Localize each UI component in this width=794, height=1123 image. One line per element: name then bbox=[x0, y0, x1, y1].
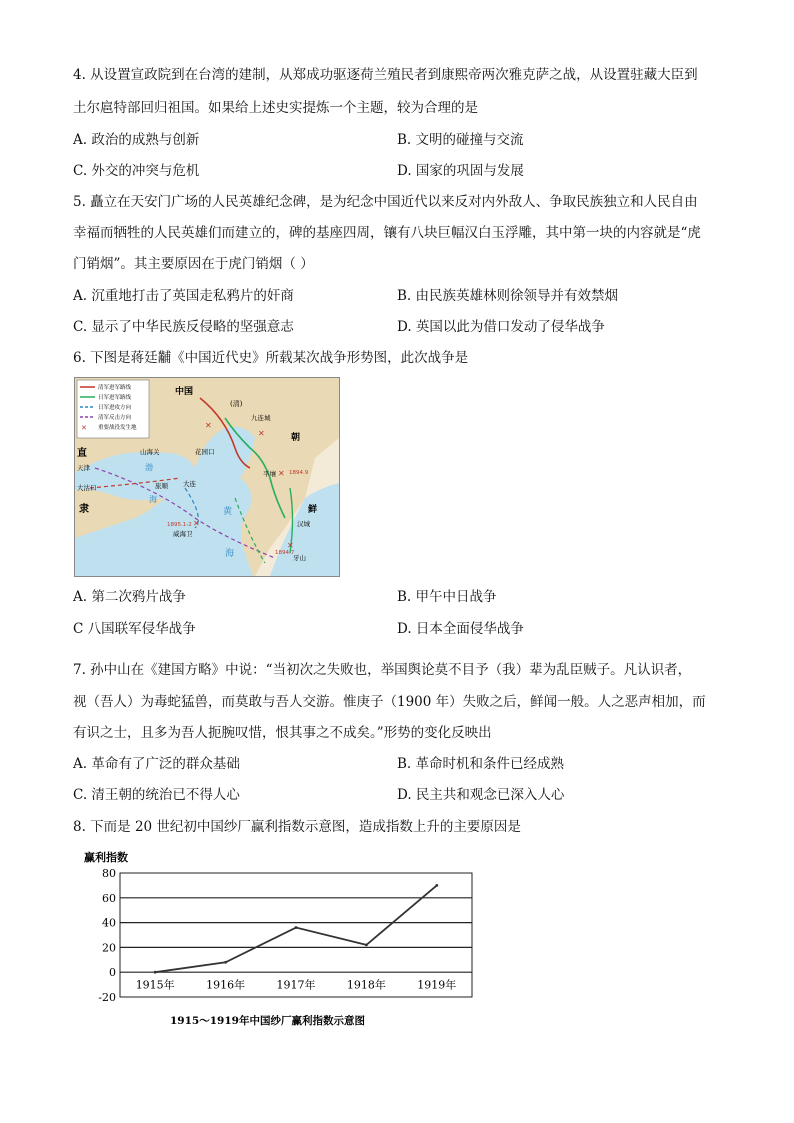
q6-option-a: A. 第二次鸦片战争 bbox=[73, 589, 186, 605]
chart-data-point bbox=[295, 926, 298, 929]
q5-option-d: D. 英国以此为借口发动了侵华战争 bbox=[397, 319, 605, 335]
map-label-chao: 朝 bbox=[291, 433, 301, 443]
q6-option-b: B. 甲午中日战争 bbox=[397, 589, 497, 605]
map-label-weihaiwei: 威海卫 bbox=[173, 530, 193, 538]
chart-xtick-label: 1916年 bbox=[206, 978, 246, 992]
q7-stem-line2: 视（吾人）为毒蛇猛兽，而莫敢与吾人交游。惟庚子（1900 年）失败之后，鲜闻一般。人之恶声相加，而 bbox=[73, 694, 706, 710]
chart-data-point bbox=[154, 971, 157, 974]
war-situation-map bbox=[74, 377, 340, 577]
chart-ylabel: 赢利指数 bbox=[84, 851, 128, 864]
chart-ytick-label: 80 bbox=[102, 867, 116, 880]
map-label-huayuankou: 花园口 bbox=[195, 448, 215, 456]
chart-data-point bbox=[435, 884, 438, 887]
chart-xticks bbox=[136, 978, 457, 992]
chart-ytick-label: 0 bbox=[109, 966, 116, 980]
chart-data-point bbox=[224, 961, 227, 964]
q5-option-b: B. 由民族英雄林则徐领导并有效禁烟 bbox=[397, 288, 619, 304]
map-label-bohai1: 渤 bbox=[145, 463, 153, 472]
q7-option-b: B. 革命时机和条件已经成熟 bbox=[397, 756, 565, 772]
map-label-shanhaiguan: 山海关 bbox=[140, 448, 160, 456]
legend-label-5: 重要战役发生地 bbox=[98, 425, 137, 431]
legend-label-3: 日军进攻方向 bbox=[98, 405, 132, 411]
map-label-jiuliancheng: 九连城 bbox=[251, 414, 271, 422]
legend-label-4: 清军反击方向 bbox=[98, 415, 132, 421]
map-label-qing: (清) bbox=[230, 400, 243, 408]
q6-option-c: C 八国联军侵华战争 bbox=[73, 621, 196, 637]
q5-stem-line3: 门销烟”。其主要原因在于虎门销烟（ ） bbox=[73, 256, 314, 272]
battle-mark-3: ✕ bbox=[278, 469, 285, 478]
map-label-lushun: 旅顺 bbox=[155, 482, 168, 490]
q4-option-b: B. 文明的碰撞与交流 bbox=[397, 132, 524, 148]
map-label-date3: 1894.7 bbox=[275, 550, 295, 556]
legend-cross: ✕ bbox=[81, 424, 87, 432]
chart-ytick-label: 20 bbox=[102, 941, 116, 955]
chart-ytick-label: 60 bbox=[102, 891, 116, 905]
chart-xtick-label: 1918年 bbox=[346, 978, 386, 992]
map-label-hancheng: 汉城 bbox=[297, 520, 310, 528]
q7-stem-line3: 有识之士，且多为吾人扼腕叹惜，恨其事之不成矣。”形势的变化反映出 bbox=[73, 725, 492, 741]
chart-xtick-label: 1919年 bbox=[417, 978, 457, 992]
map-label-tianjin: 天津 bbox=[77, 464, 90, 472]
battle-mark-4: ✕ bbox=[193, 519, 200, 528]
map-label-huang: 黄 bbox=[223, 507, 233, 517]
q7-option-a: A. 革命有了广泛的群众基础 bbox=[73, 756, 240, 772]
map-label-yashan: 牙山 bbox=[293, 554, 306, 562]
map-label-bohai2: 海 bbox=[149, 495, 157, 504]
q6-option-d: D. 日本全面侵华战争 bbox=[397, 621, 524, 637]
q4-option-d: D. 国家的巩固与发展 bbox=[397, 163, 524, 179]
chart-title: 1915～1919年中国纱厂赢利指数示意图 bbox=[170, 1015, 365, 1027]
q5-stem-line2: 幸福而牺牲的人民英雄们而建立的，碑的基座四周，镶有八块巨幅汉白玉浮雕，其中第一块的内容就是“虎 bbox=[73, 225, 701, 241]
q7-option-d: D. 民主共和观念已深入人心 bbox=[397, 787, 565, 803]
q6-stem-line1: 6. 下图是蒋廷黼《中国近代史》所载某次战争形势图，此次战争是 bbox=[73, 350, 469, 366]
q8-stem-line1: 8. 下而是 20 世纪初中国纱厂赢利指数示意图，造成指数上升的主要原因是 bbox=[73, 819, 521, 835]
battle-mark-5: ✕ bbox=[287, 541, 294, 550]
map-label-date2: 1895.1-2 bbox=[167, 522, 192, 528]
chart-svg bbox=[80, 845, 490, 1030]
q4-option-c: C. 外交的冲突与危机 bbox=[73, 163, 200, 179]
chart-data-point bbox=[365, 944, 368, 947]
chart-ytick-label: 40 bbox=[102, 916, 116, 930]
map-label-china: 中国 bbox=[175, 387, 194, 397]
q5-stem-line1: 5. 矗立在天安门广场的人民英雄纪念碑，是为纪念中国近代以来反对内外敌人、争取民族独立和人民自由 bbox=[73, 194, 698, 210]
q7-stem-line1: 7. 孙中山在《建国方略》中说：“当初次之失败也，举国舆论莫不目予（我）辈为乱臣贼子。凡认识者， bbox=[73, 662, 692, 678]
q4-stem-line1: 4. 从设置宣政院到在台湾的建制，从郑成功驱逐荷兰殖民者到康熙帝两次雅克萨之战，从设置驻藏大臣到 bbox=[73, 67, 698, 83]
map-label-xian: 鲜 bbox=[308, 505, 318, 515]
map-label-pingrang: 平壤 bbox=[263, 470, 276, 478]
map-label-hai: 海 bbox=[225, 549, 235, 559]
map-label-zhi: 直 bbox=[77, 448, 87, 459]
chart-xtick-label: 1915年 bbox=[135, 978, 175, 992]
legend-label-1: 清军进军路线 bbox=[98, 385, 132, 391]
q5-option-c: C. 显示了中华民族反侵略的坚强意志 bbox=[73, 319, 294, 335]
q4-option-a: A. 政治的成熟与创新 bbox=[73, 132, 200, 148]
battle-mark-1: ✕ bbox=[205, 421, 212, 430]
chart-yticks bbox=[98, 867, 116, 1004]
q4-stem-line2: 土尔扈特部回归祖国。如果给上述史实提炼一个主题，较为合理的是 bbox=[73, 100, 478, 116]
map-label-dalian: 大连 bbox=[183, 480, 196, 488]
map-svg bbox=[75, 378, 339, 576]
profit-index-chart bbox=[80, 845, 490, 1030]
q5-option-a: A. 沉重地打击了英国走私鸦片的奸商 bbox=[73, 288, 294, 304]
map-label-dagukou: 大沽口 bbox=[77, 484, 97, 492]
chart-xtick-label: 1917年 bbox=[276, 978, 316, 992]
battle-mark-2: ✕ bbox=[258, 429, 265, 438]
map-label-date1: 1894.9 bbox=[289, 470, 309, 476]
legend-label-2: 日军进军路线 bbox=[98, 395, 132, 401]
chart-ytick-label: -20 bbox=[98, 991, 116, 1004]
q7-option-c: C. 清王朝的统治已不得人心 bbox=[73, 787, 240, 803]
map-label-li: 隶 bbox=[79, 504, 89, 515]
